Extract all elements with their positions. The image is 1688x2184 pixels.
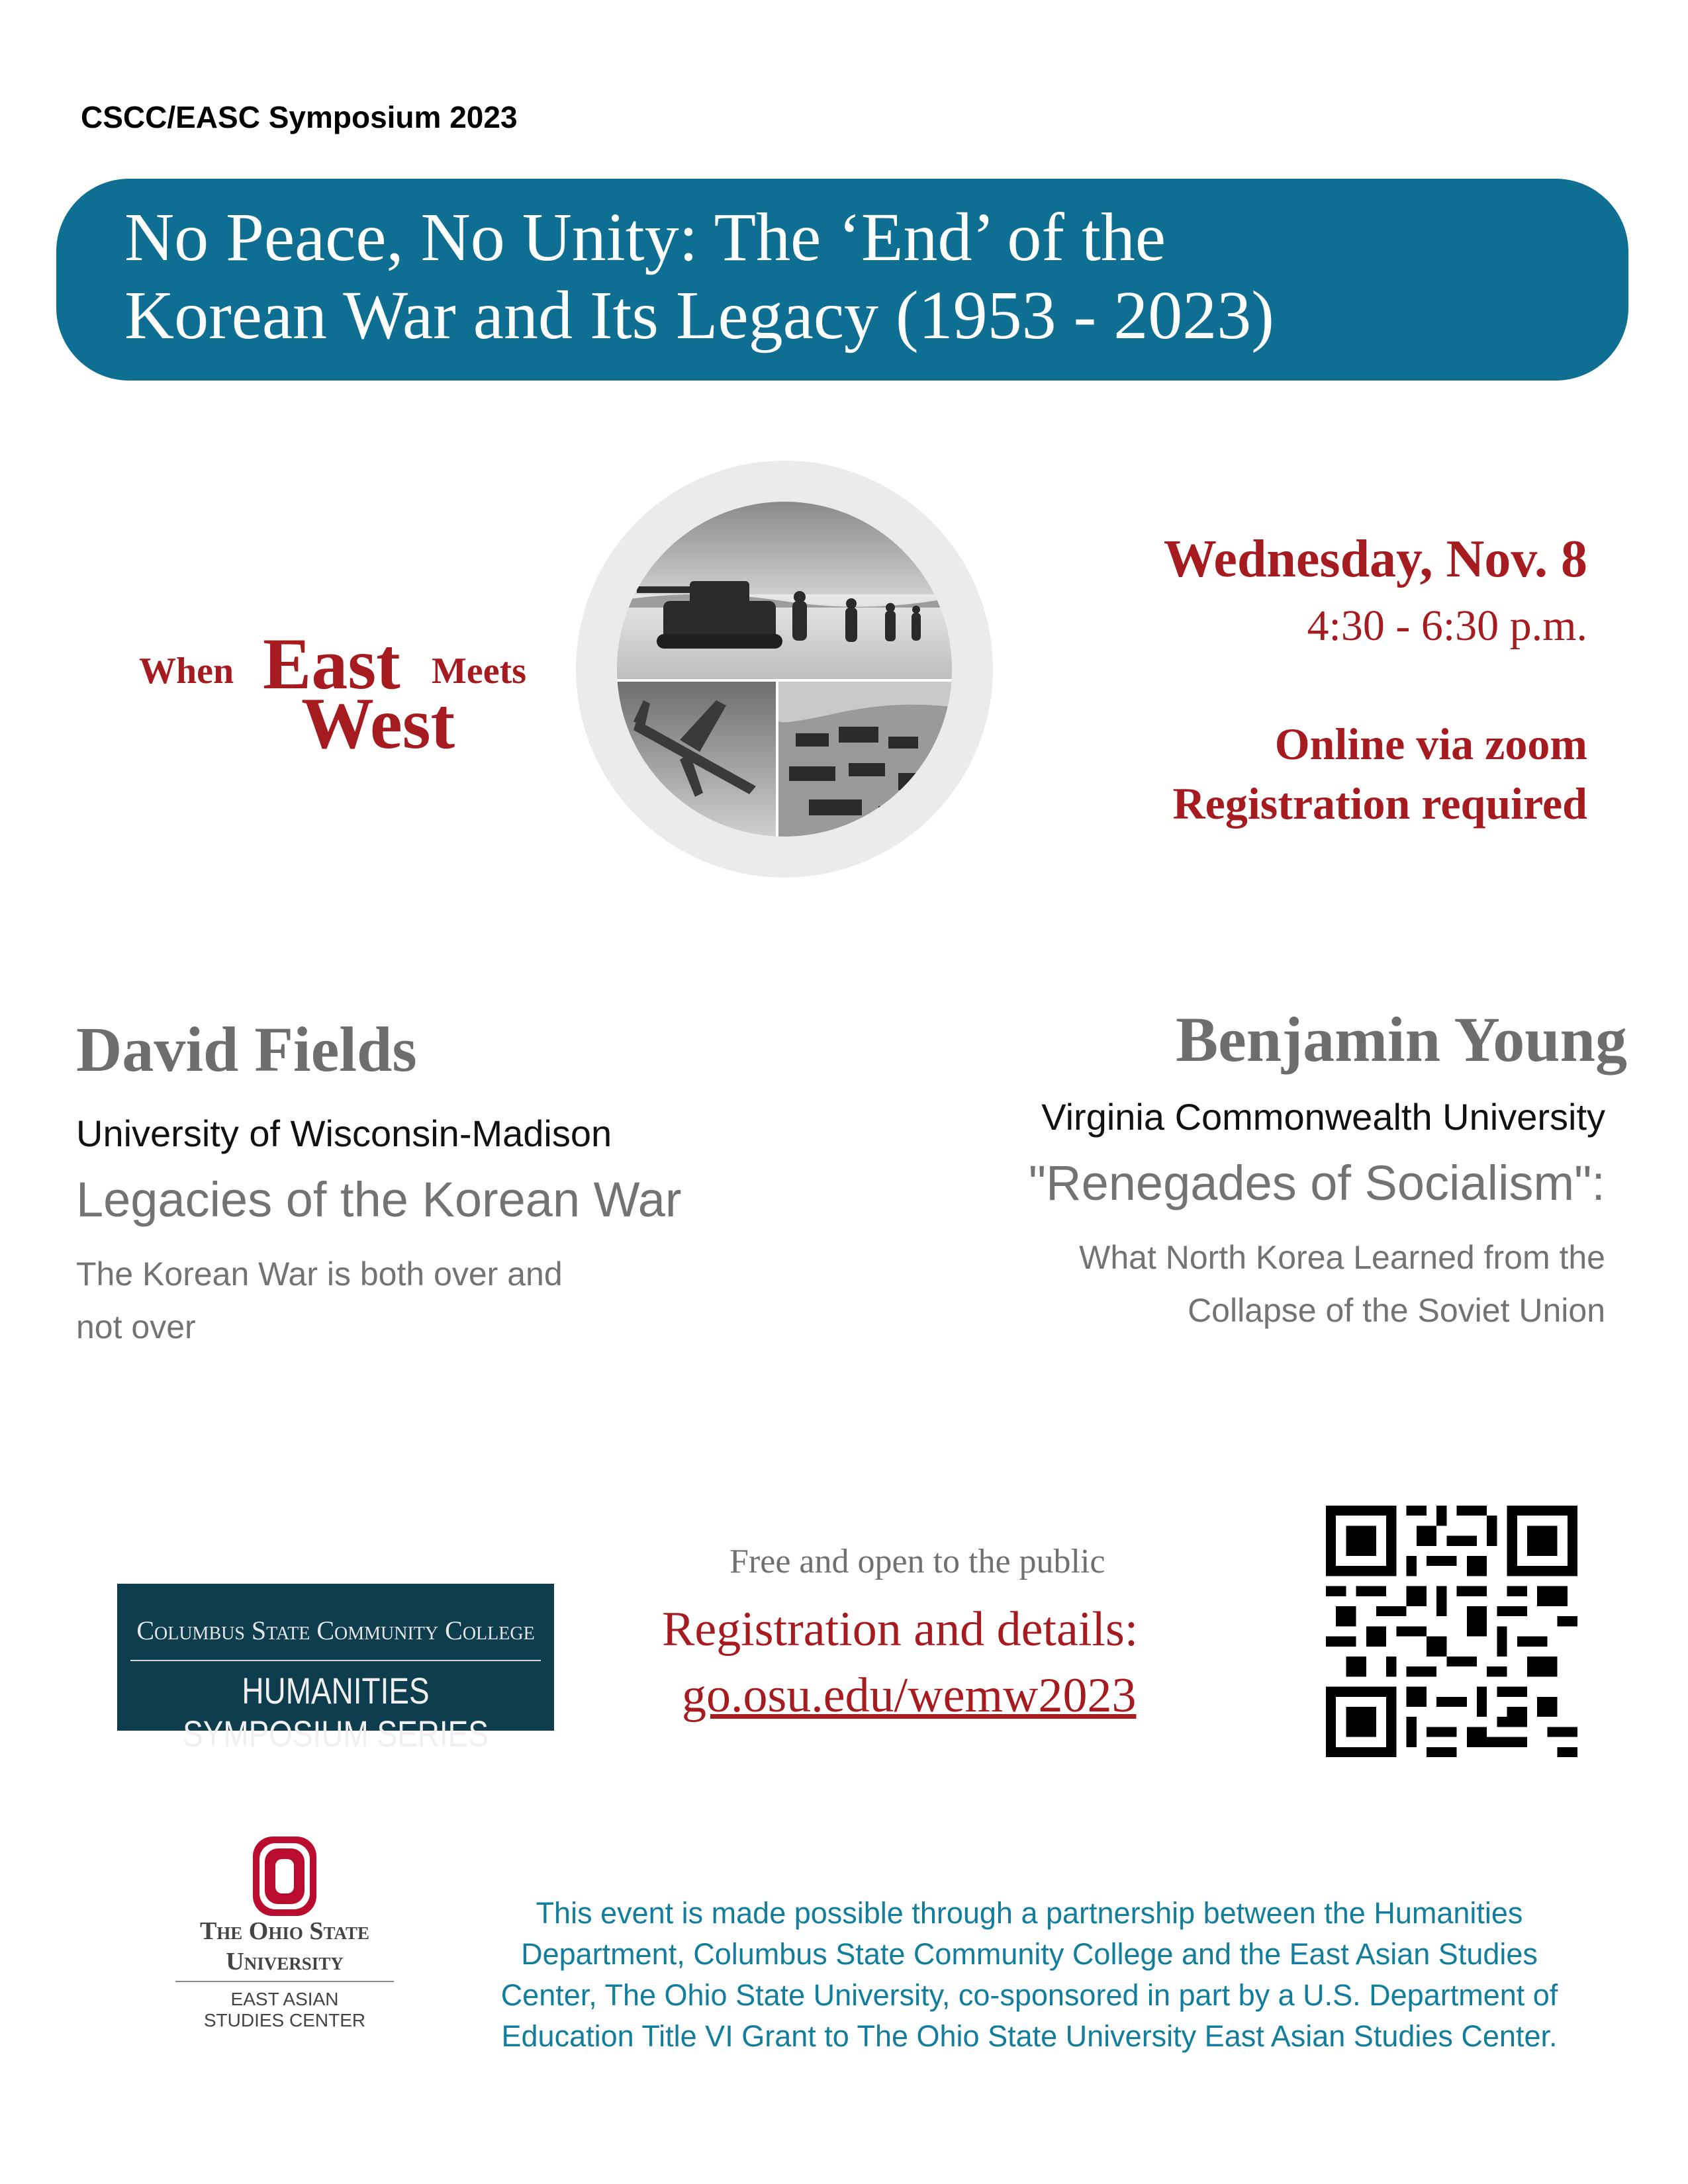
symposium-label: CSCC/EASC Symposium 2023 (81, 100, 518, 134)
cscc-logo-line-1: Columbus State Community College (136, 1615, 535, 1645)
speaker-2-desc-line-2: Collapse of the Soviet Union (1188, 1292, 1605, 1329)
osu-center-name (132, 1989, 437, 2031)
registration-link[interactable]: go.osu.edu/wemw2023 (682, 1668, 1137, 1723)
speaker-1-name: David Fields (76, 1014, 417, 1085)
speaker-1-talk-title: Legacies of the Korean War (76, 1172, 682, 1227)
war-photo-collage (617, 502, 952, 837)
cscc-logo-line-2: HUMANITIES SYMPOSIUM SERIES (183, 1670, 489, 1754)
partnership-statement (473, 1893, 1585, 2057)
logo-when: When (139, 651, 234, 692)
event-online: Online via zoom (1274, 719, 1587, 769)
speaker-1-affiliation: University of Wisconsin-Madison (76, 1113, 612, 1154)
page-title (124, 199, 1614, 355)
partnership-line-4: Education Title VI Grant to The Ohio State University East Asian Studies Center. (501, 2019, 1558, 2053)
free-to-public: Free and open to the public (729, 1543, 1105, 1580)
partnership-line-2: Department, Columbus State Community College and the East Asian Studies (521, 1937, 1538, 1971)
event-time: 4:30 - 6:30 p.m. (1307, 602, 1587, 650)
logo-west: West (301, 683, 455, 764)
speaker-1-desc-line-2: not over (76, 1308, 196, 1345)
osu-name-line-1: The Ohio State (199, 1917, 370, 1945)
event-day: Wednesday, Nov. 8 (1163, 530, 1587, 588)
osu-center-line-1: EAST ASIAN (230, 1989, 339, 2009)
partnership-line-1: This event is made possible through a partnership between the Humanities (536, 1896, 1523, 1930)
title-line-1: No Peace, No Unity: The ‘End’ of the (124, 199, 1166, 275)
osu-wordmark (132, 1916, 437, 1977)
speaker-2-name: Benjamin Young (1176, 1004, 1627, 1075)
cscc-logo-rule (130, 1660, 541, 1661)
speaker-2-affiliation: Virginia Commonwealth University (1041, 1096, 1605, 1138)
osu-name-line-2: University (226, 1948, 344, 1976)
qr-code[interactable] (1326, 1506, 1577, 1757)
when-east-meets-west-logo (139, 609, 536, 764)
osu-rule (175, 1981, 394, 1982)
partnership-line-3: Center, The Ohio State University, co-sponsored in part by a U.S. Department of (500, 1978, 1558, 2012)
collage-image (617, 502, 952, 837)
speaker-2-talk-title: "Renegades of Socialism": (1028, 1156, 1605, 1210)
speaker-2-talk-description (943, 1231, 1605, 1337)
event-registration-required: Registration required (1172, 778, 1587, 829)
speaker-1-desc-line-1: The Korean War is both over and (76, 1255, 563, 1293)
speaker-2-desc-line-1: What North Korea Learned from the (1079, 1239, 1605, 1276)
speaker-1-talk-description (76, 1248, 672, 1353)
title-line-2: Korean War and Its Legacy (1953 - 2023) (124, 277, 1274, 353)
registration-label: Registration and details: (662, 1602, 1139, 1657)
logo-meets: Meets (432, 651, 527, 692)
logo-east: East (263, 623, 400, 704)
osu-center-line-2: STUDIES CENTER (203, 2010, 366, 2030)
